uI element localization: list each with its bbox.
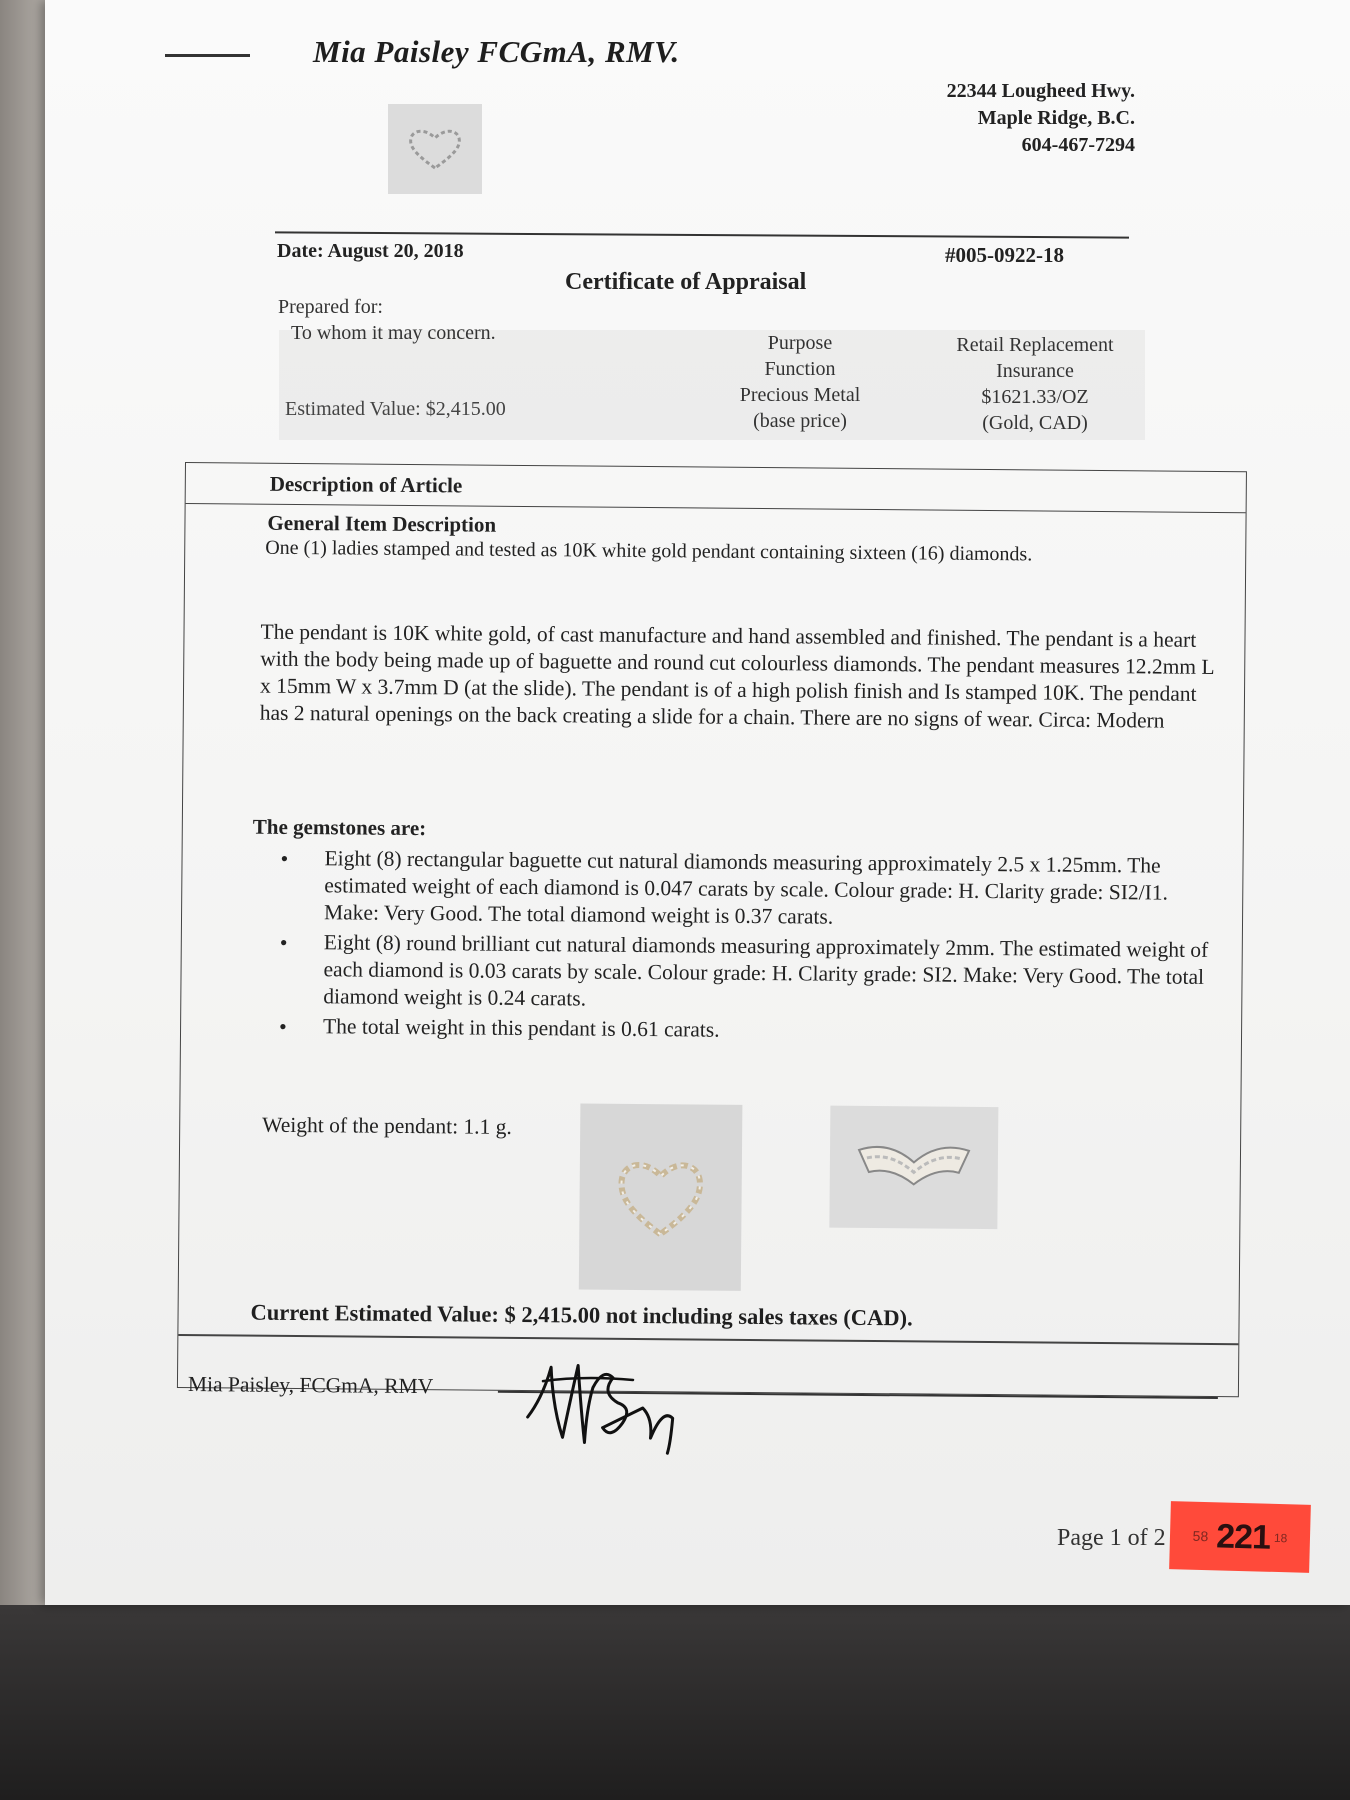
purpose-label: Purpose [767, 332, 833, 354]
certificate-title: Certificate of Appraisal [565, 269, 807, 295]
metal-currency-value: (Gold, CAD) [982, 412, 1088, 434]
tag-suffix: 18 [1273, 1530, 1288, 1546]
pendant-description: The pendant is 10K white gold, of cast manufacture and hand assembled and finished. The pendant is a heart with the body being made up of baguette and round cut colourless diamonds. The pendant measures 12.2mm L x 15mm W x 3.7mm D (at the slide). The pendant is of a high polish finish and Is stamped 10K. The pendant has 2 natural openings on the back creating a slide for a chain. There are no signs of wear. Circa: Modern [259, 619, 1214, 733]
pendant-slide-icon [849, 1132, 980, 1203]
address-line: Maple Ridge, B.C. [977, 107, 1135, 129]
function-value: Insurance [996, 360, 1074, 382]
header-rule [275, 231, 1129, 238]
phone-number: 604-467-7294 [1021, 134, 1135, 156]
base-price-label: (base price) [753, 410, 847, 432]
handwritten-signature [522, 1347, 703, 1464]
purpose-values [915, 332, 1155, 436]
heart-icon [405, 124, 465, 174]
general-description-text: One (1) ladies stamped and tested as 10K white gold pendant containing sixteen (16) diamonds. [265, 536, 1033, 566]
gemstones-title: The gemstones are: [252, 814, 427, 841]
header-dash [165, 54, 250, 57]
background-floor [0, 1605, 1350, 1800]
appraisal-document [45, 0, 1350, 1605]
prepared-for-label: Prepared for: [278, 296, 383, 318]
purpose-value: Retail Replacement [956, 334, 1114, 356]
current-estimated-value: Current Estimated Value: $ 2,415.00 not including sales taxes (CAD). [250, 1299, 913, 1331]
tag-prefix: 58 [1192, 1527, 1209, 1545]
appraiser-title: Mia Paisley FCGmA, RMV. [313, 34, 680, 69]
estimated-value: Estimated Value: $2,415.00 [285, 398, 506, 420]
certificate-number: #005-0922-18 [945, 243, 1064, 267]
pendant-side-photo [829, 1106, 998, 1229]
description-box [177, 462, 1247, 1397]
pendant-weight: Weight of the pendant: 1.1 g. [262, 1112, 512, 1139]
price-tag-sticker [1169, 1501, 1311, 1573]
prepared-for-value: To whom it may concern. [291, 322, 496, 344]
signer-name: Mia Paisley, FCGmA, RMV [187, 1372, 434, 1399]
heart-logo-image [388, 104, 482, 194]
list-item: • Eight (8) rectangular baguette cut natural diamonds measuring approximately 2.5 x 1.25mm. The estimated weight of each diamond is 0.047 carats by scale. Colour grade: H. Clarity grade: SI2/I1. Make: Very Good. The total diamond weight is 0.37 carats. [280, 845, 1211, 934]
general-description-title: General Item Description [267, 510, 497, 537]
metal-price-value: $1621.33/OZ [981, 386, 1089, 408]
description-heading: Description of Article [186, 463, 1246, 513]
heart-pendant-icon [605, 1142, 716, 1253]
certificate-date: Date: August 20, 2018 [277, 240, 464, 262]
value-separator [178, 1334, 1238, 1345]
purpose-labels [705, 330, 895, 434]
tag-number: 221 [1215, 1516, 1271, 1557]
address-block [825, 78, 1135, 159]
list-item: • The total weight in this pendant is 0.61 carats. [279, 1013, 1209, 1048]
address-line: 22344 Lougheed Hwy. [946, 80, 1135, 102]
gemstones-list [279, 845, 1211, 1051]
function-label: Function [764, 358, 836, 380]
pendant-front-photo [579, 1103, 743, 1290]
metal-label: Precious Metal [739, 384, 861, 406]
page-number: Page 1 of 2 [1057, 1525, 1166, 1551]
list-item: • Eight (8) round brilliant cut natural diamonds measuring approximately 2mm. The estimated weight of each diamond is 0.03 carats by scale. Colour grade: H. Clarity grade: SI2. Make: Very Good. The total diamond weight is 0.24 carats. [279, 929, 1210, 1018]
